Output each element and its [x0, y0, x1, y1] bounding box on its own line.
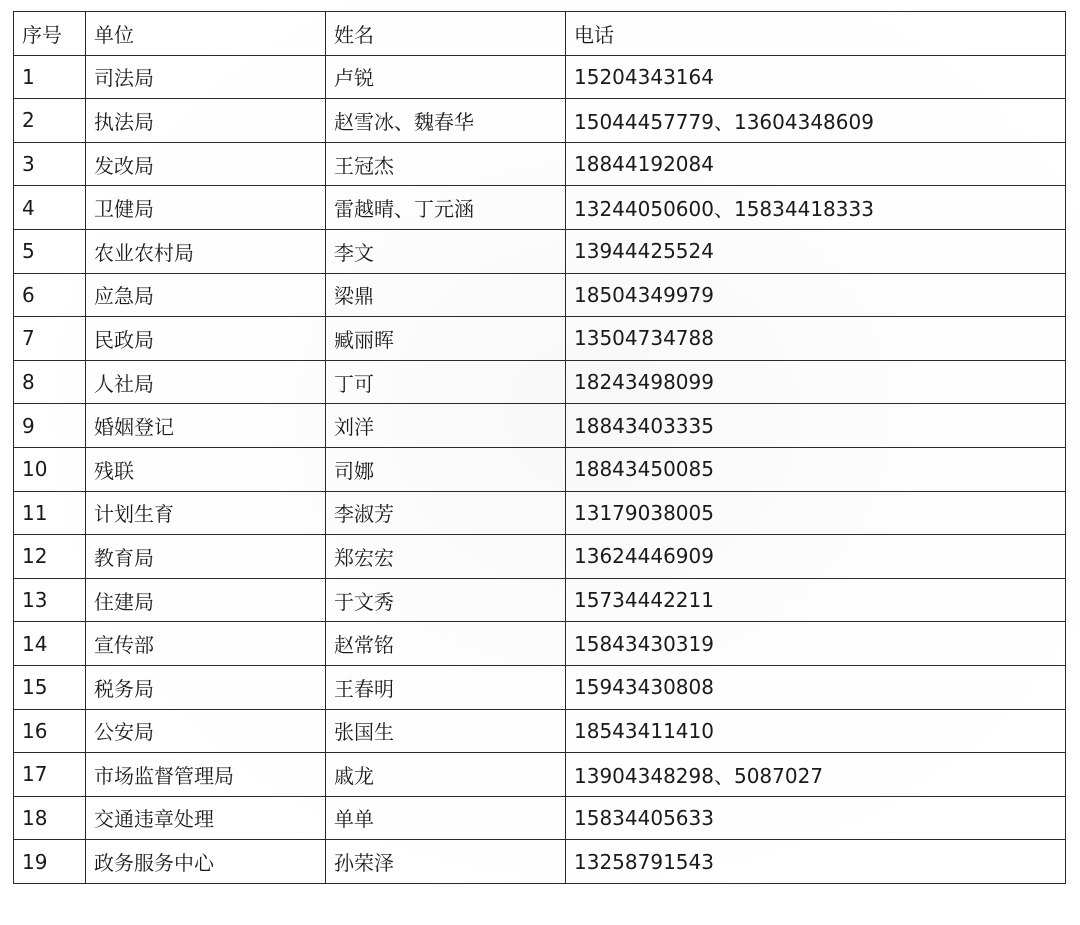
cell-phone: 13179038005 [566, 491, 1066, 535]
cell-unit: 发改局 [86, 142, 326, 186]
table-header-row [14, 12, 1066, 56]
cell-unit: 公安局 [86, 709, 326, 753]
header-phone: 电话 [566, 12, 1066, 56]
cell-phone: 13624446909 [566, 535, 1066, 579]
cell-unit: 卫健局 [86, 186, 326, 230]
cell-unit: 教育局 [86, 535, 326, 579]
table-row [14, 665, 1066, 709]
cell-unit: 民政局 [86, 317, 326, 361]
cell-seq: 4 [14, 186, 86, 230]
cell-phone: 18504349979 [566, 273, 1066, 317]
cell-seq: 9 [14, 404, 86, 448]
table-row [14, 535, 1066, 579]
table-row [14, 622, 1066, 666]
cell-seq: 7 [14, 317, 86, 361]
cell-name: 郑宏宏 [326, 535, 566, 579]
cell-unit: 农业农村局 [86, 229, 326, 273]
cell-unit: 婚姻登记 [86, 404, 326, 448]
cell-unit: 交通违章处理 [86, 796, 326, 840]
cell-seq: 1 [14, 55, 86, 99]
cell-name: 赵常铭 [326, 622, 566, 666]
cell-seq: 10 [14, 447, 86, 491]
cell-name: 赵雪冰、魏春华 [326, 99, 566, 143]
cell-unit: 宣传部 [86, 622, 326, 666]
cell-name: 孙荣泽 [326, 840, 566, 884]
cell-seq: 2 [14, 99, 86, 143]
cell-phone: 15044457779、13604348609 [566, 99, 1066, 143]
cell-name: 单单 [326, 796, 566, 840]
cell-name: 卢锐 [326, 55, 566, 99]
cell-name: 张国生 [326, 709, 566, 753]
cell-phone: 15843430319 [566, 622, 1066, 666]
table-row [14, 753, 1066, 797]
cell-seq: 5 [14, 229, 86, 273]
cell-unit: 人社局 [86, 360, 326, 404]
cell-seq: 11 [14, 491, 86, 535]
cell-seq: 18 [14, 796, 86, 840]
cell-name: 刘洋 [326, 404, 566, 448]
cell-seq: 15 [14, 665, 86, 709]
cell-unit: 司法局 [86, 55, 326, 99]
table-row [14, 55, 1066, 99]
cell-name: 戚龙 [326, 753, 566, 797]
table-row [14, 491, 1066, 535]
header-name: 姓名 [326, 12, 566, 56]
cell-unit: 执法局 [86, 99, 326, 143]
cell-name: 司娜 [326, 447, 566, 491]
table-row [14, 796, 1066, 840]
cell-phone: 18843450085 [566, 447, 1066, 491]
cell-name: 丁可 [326, 360, 566, 404]
cell-phone: 15834405633 [566, 796, 1066, 840]
table-row [14, 317, 1066, 361]
table-row [14, 709, 1066, 753]
table-row [14, 840, 1066, 884]
cell-phone: 15734442211 [566, 578, 1066, 622]
table-row [14, 578, 1066, 622]
cell-seq: 6 [14, 273, 86, 317]
cell-seq: 16 [14, 709, 86, 753]
cell-name: 王冠杰 [326, 142, 566, 186]
cell-name: 于文秀 [326, 578, 566, 622]
contact-table [13, 11, 1066, 884]
cell-unit: 税务局 [86, 665, 326, 709]
cell-phone: 13504734788 [566, 317, 1066, 361]
cell-name: 雷越晴、丁元涵 [326, 186, 566, 230]
cell-name: 臧丽晖 [326, 317, 566, 361]
cell-name: 梁鼎 [326, 273, 566, 317]
cell-seq: 13 [14, 578, 86, 622]
cell-seq: 17 [14, 753, 86, 797]
table-row [14, 142, 1066, 186]
cell-phone: 15204343164 [566, 55, 1066, 99]
table-body [14, 55, 1066, 883]
cell-phone: 13258791543 [566, 840, 1066, 884]
table-row [14, 229, 1066, 273]
cell-unit: 计划生育 [86, 491, 326, 535]
cell-phone: 13944425524 [566, 229, 1066, 273]
cell-seq: 3 [14, 142, 86, 186]
cell-phone: 18243498099 [566, 360, 1066, 404]
cell-phone: 13904348298、5087027 [566, 753, 1066, 797]
cell-seq: 8 [14, 360, 86, 404]
cell-unit: 市场监督管理局 [86, 753, 326, 797]
cell-phone: 18844192084 [566, 142, 1066, 186]
table-row [14, 360, 1066, 404]
header-unit: 单位 [86, 12, 326, 56]
cell-unit: 残联 [86, 447, 326, 491]
cell-phone: 13244050600、15834418333 [566, 186, 1066, 230]
table-row [14, 99, 1066, 143]
cell-phone: 18843403335 [566, 404, 1066, 448]
table-row [14, 447, 1066, 491]
cell-name: 王春明 [326, 665, 566, 709]
header-seq: 序号 [14, 12, 86, 56]
table-row [14, 273, 1066, 317]
cell-unit: 应急局 [86, 273, 326, 317]
cell-unit: 政务服务中心 [86, 840, 326, 884]
cell-phone: 15943430808 [566, 665, 1066, 709]
cell-seq: 12 [14, 535, 86, 579]
cell-seq: 14 [14, 622, 86, 666]
cell-name: 李淑芳 [326, 491, 566, 535]
cell-seq: 19 [14, 840, 86, 884]
cell-phone: 18543411410 [566, 709, 1066, 753]
cell-name: 李文 [326, 229, 566, 273]
cell-unit: 住建局 [86, 578, 326, 622]
table-row [14, 186, 1066, 230]
table-row [14, 404, 1066, 448]
